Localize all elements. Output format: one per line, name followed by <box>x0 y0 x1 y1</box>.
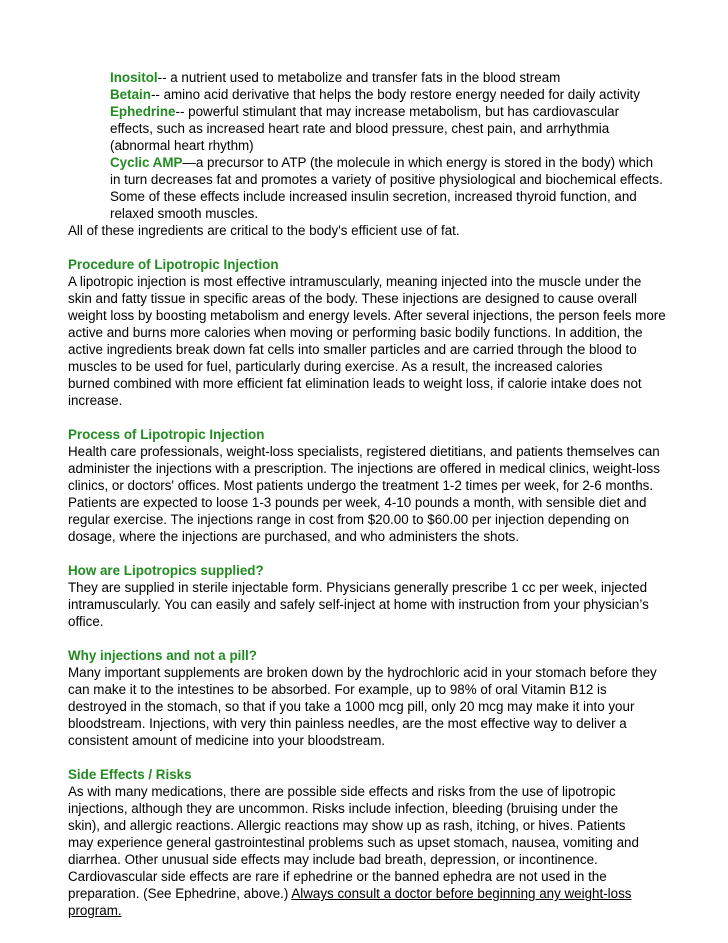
paragraph-line: can make it to the intestines to be absorbed. For example, up to 98% of oral Vitamin B12 is <box>68 682 607 697</box>
paragraph-line: destroyed in the stomach, so that if you take a 1000 mcg pill, only 20 mcg may make it into your <box>68 699 635 714</box>
ingredient-term: Ephedrine <box>110 104 176 119</box>
section-heading: How are Lipotropics supplied? <box>68 563 264 578</box>
paragraph-line: Health care professionals, weight-loss specialists, registered dietitians, and patients themselves can <box>68 444 660 459</box>
paragraph-line: Cardiovascular side effects are rare if ephedrine or the banned ephedra are not used in the <box>68 869 607 884</box>
paragraph-line: weight loss by boosting metabolism and energy levels. After several injections, the person feels more <box>68 308 666 323</box>
ingredient-description-line: in turn decreases fat and promotes a variety of positive physiological and biochemical effects. <box>110 172 663 187</box>
paragraph-line: diarrhea. Other unusual side effects may include bad breath, depression, or incontinence. <box>68 852 598 867</box>
ingredient-term: Inositol <box>110 70 158 85</box>
paragraph-line: active and burns more calories when moving or performing basic bodily functions. In addition, the <box>68 325 643 340</box>
paragraph-line: regular exercise. The injections range in cost from $20.00 to $60.00 per injection depending on <box>68 512 630 527</box>
section-heading: Side Effects / Risks <box>68 767 192 782</box>
section-procedure <box>68 256 668 409</box>
paragraph-line: Many important supplements are broken down by the hydrochloric acid in your stomach before they <box>68 665 657 680</box>
paragraph-line: muscles to be used for fuel, particularly during exercise. As a result, the increased calories <box>68 359 603 374</box>
paragraph-line: increase. <box>68 393 123 408</box>
paragraph-line: dosage, where the injections are purchased, and who administers the shots. <box>68 529 520 544</box>
ingredient-description-line: (abnormal heart rhythm) <box>110 138 254 153</box>
consult-doctor-link[interactable]: Always consult a doctor before beginning any weight-loss <box>291 886 632 901</box>
paragraph-line: office. <box>68 614 104 629</box>
paragraph-line: As with many medications, there are possible side effects and risks from the use of lipotropic <box>68 784 616 799</box>
ingredient-betain <box>110 86 668 103</box>
section-heading: Procedure of Lipotropic Injection <box>68 257 279 272</box>
ingredient-term: Cyclic AMP <box>110 155 183 170</box>
paragraph-line: active ingredients break down fat cells into smaller particles and are carried through the blood to <box>68 342 637 357</box>
ingredient-description: -- amino acid derivative that helps the body restore energy needed for daily activity <box>150 87 640 102</box>
paragraph-line: injections, although they are uncommon. Risks include infection, bleeding (bruising under the <box>68 801 619 816</box>
ingredient-description-line: relaxed smooth muscles. <box>110 206 259 221</box>
section-heading: Process of Lipotropic Injection <box>68 427 265 442</box>
paragraph-line <box>68 902 668 919</box>
ingredient-term: Betain <box>110 87 151 102</box>
section-process <box>68 426 668 545</box>
paragraph-line: skin and fatty tissue in specific areas of the body. These injections are designed to cause overall <box>68 291 637 306</box>
paragraph-line: may experience general gastrointestinal problems such as upset stomach, nausea, vomiting and <box>68 835 639 850</box>
paragraph-line: consistent amount of medicine into your bloodstream. <box>68 733 386 748</box>
ingredients-summary: All of these ingredients are critical to the body's efficient use of fat. <box>68 223 460 238</box>
paragraph-text: preparation. (See Ephedrine, above.) <box>68 886 292 901</box>
paragraph-line: bloodstream. Injections, with very thin painless needles, are the most effective way to deliver a <box>68 716 627 731</box>
paragraph-line: burned combined with more efficient fat elimination leads to weight loss, if calorie intake does not <box>68 376 642 391</box>
ingredient-description: —a precursor to ATP (the molecule in which energy is stored in the body) which <box>182 155 654 170</box>
paragraph-line: clinics, or doctors' offices. Most patients undergo the treatment 1-2 times per week, for 2-6 months. <box>68 478 654 493</box>
ingredient-description: -- a nutrient used to metabolize and transfer fats in the blood stream <box>157 70 561 85</box>
section-supply <box>68 562 668 630</box>
paragraph-line: They are supplied in sterile injectable form. Physicians generally prescribe 1 cc per week, injected <box>68 580 648 595</box>
paragraph-line: intramuscularly. You can easily and safely self-inject at home with instruction from your physician’s <box>68 597 649 612</box>
ingredient-description-line: Some of these effects include increased insulin secretion, increased thyroid function, and <box>110 189 637 204</box>
section-injections-vs-pill <box>68 647 668 749</box>
ingredient-inositol <box>110 69 668 86</box>
consult-doctor-link-continued[interactable]: program. <box>68 903 122 918</box>
ingredient-description: -- powerful stimulant that may increase metabolism, but has cardiovascular <box>175 104 620 119</box>
ingredient-description-line: effects, such as increased heart rate and blood pressure, chest pain, and arrhythmia <box>110 121 610 136</box>
paragraph-line: A lipotropic injection is most effective intramuscularly, meaning injected into the muscle under the <box>68 274 642 289</box>
ingredient-list <box>68 69 668 222</box>
paragraph-line <box>68 885 668 902</box>
paragraph-line: skin), and allergic reactions. Allergic reactions may show up as rash, itching, or hives. Patients <box>68 818 626 833</box>
paragraph-line: Patients are expected to loose 1-3 pounds per week, 4-10 pounds a month, with sensible diet and <box>68 495 647 510</box>
section-heading: Why injections and not a pill? <box>68 648 257 663</box>
ingredient-cyclic-amp <box>110 154 668 222</box>
document-page <box>68 69 668 919</box>
section-side-effects <box>68 766 668 919</box>
paragraph-line: administer the injections with a prescription. The injections are offered in medical clinics, weight-loss <box>68 461 660 476</box>
ingredient-ephedrine <box>110 103 668 154</box>
